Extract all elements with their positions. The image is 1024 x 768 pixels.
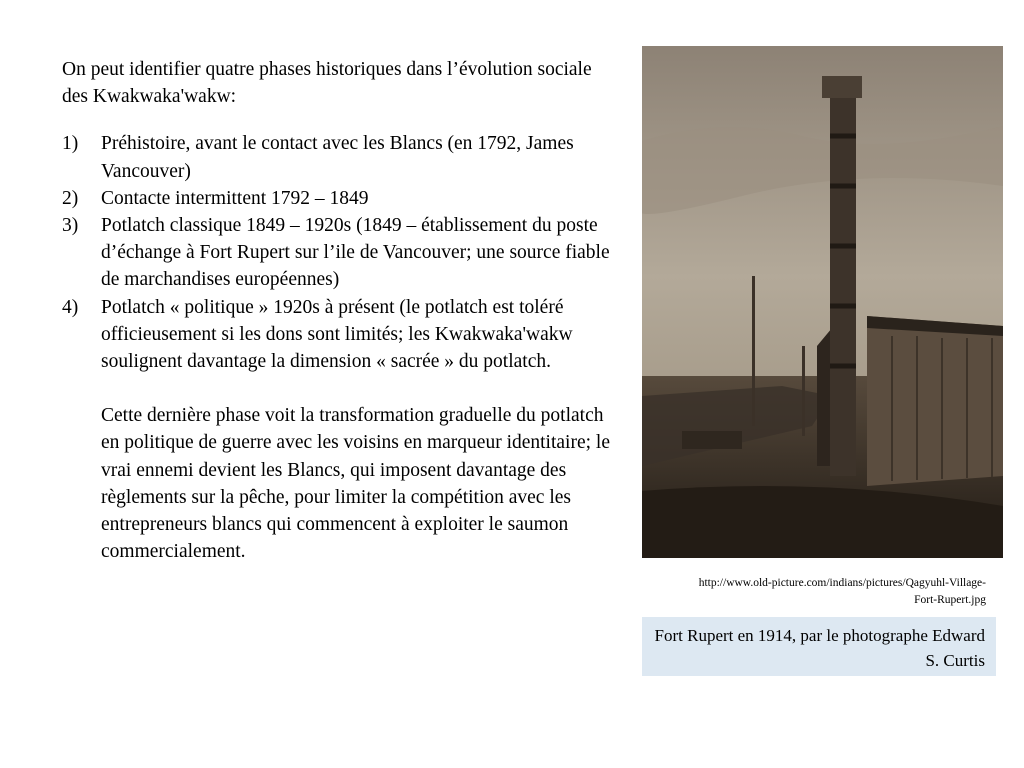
main-text [62, 56, 618, 565]
list-number: 2) [62, 187, 79, 209]
list-item [62, 130, 618, 184]
distant-house [682, 431, 742, 449]
list-number: 4) [62, 296, 79, 318]
list-item [62, 212, 618, 294]
list-text: Potlatch classique 1849 – 1920s (1849 – établissement du poste d’échange à Fort Rupert sur l’ile de Vancouver; une source fiable de marchandises européennes) [101, 215, 610, 291]
list-text: Contacte intermittent 1792 – 1849 [101, 187, 369, 209]
list-text: Potlatch « politique » 1920s à présent (le potlatch est toléré officieusement si les dons sont limités; les Kwakwaka'wakw soulignent davantage la dimension « sacrée » du potlatch. [101, 296, 573, 373]
plank-house [867, 316, 1003, 486]
closing-paragraph: Cette dernière phase voit la transformation graduelle du potlatch en politique de guerre avec les voisins en marqueur identitaire; le vrai ennemi devient les Blancs, qui imposent davantage des règlements sur la pêche, pour limiter la compétition avec les entrepreneurs blancs qui commencent à exploiter le saumon commercialement. [101, 405, 610, 563]
list-number: 3) [62, 215, 79, 237]
phase-list [62, 130, 618, 375]
list-text: Préhistoire, avant le contact avec les Blancs (en 1792, James Vancouver) [101, 133, 574, 182]
pole [802, 346, 805, 436]
totem-top [822, 76, 862, 98]
list-number: 1) [62, 133, 79, 155]
fort-rupert-photo [642, 46, 1003, 558]
intro-text: On peut identifier quatre phases historiques dans l’évolution sociale des Kwakwaka'wakw: [62, 59, 592, 108]
photo-illustration [642, 46, 1003, 558]
flagpole [752, 276, 755, 426]
list-item [62, 294, 618, 376]
photo-caption: Fort Rupert en 1914, par le photographe Edward S. Curtis [642, 617, 996, 676]
photo-source-url: http://www.old-picture.com/indians/pictures/Qagyuhl-Village-Fort-Rupert.jpg [698, 577, 986, 606]
list-item [62, 185, 618, 212]
